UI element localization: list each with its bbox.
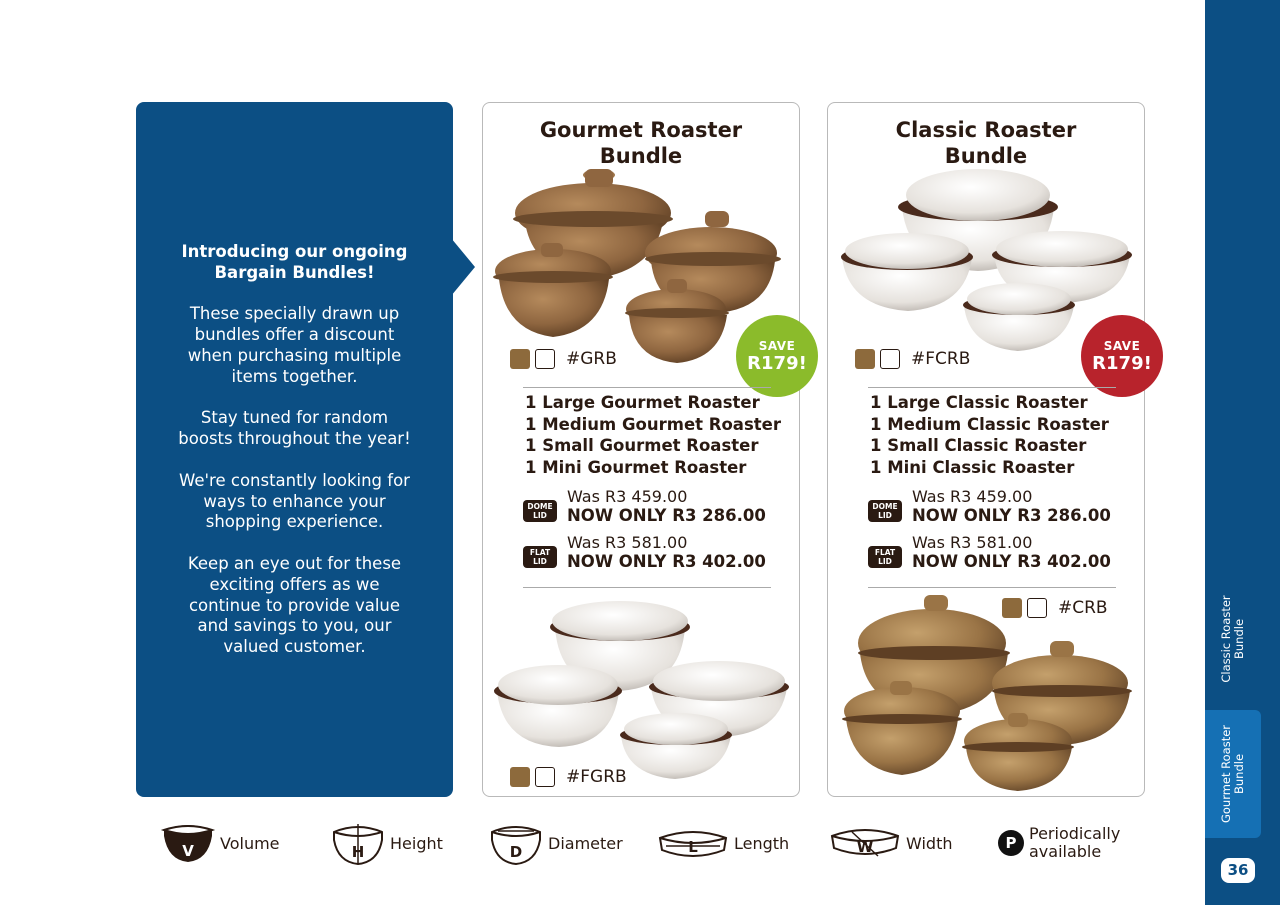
brown-swatch bbox=[510, 349, 530, 369]
intro-line: when purchasing multiple bbox=[187, 345, 402, 365]
brown-classic-roasters-photo bbox=[838, 591, 1138, 791]
lid-badge-text: LID bbox=[533, 557, 547, 566]
legend-label: Length bbox=[734, 833, 790, 853]
lid-badge-text: DOME bbox=[527, 502, 553, 511]
intro-paragraph-3 bbox=[158, 471, 431, 533]
height-letter: H bbox=[351, 843, 365, 861]
width-icon bbox=[828, 820, 902, 866]
sidebar-tab-label-line: Bundle bbox=[1232, 753, 1246, 795]
sidebar-tab-classic-roaster-bundle[interactable] bbox=[1205, 578, 1261, 700]
intro-panel bbox=[136, 102, 453, 797]
divider bbox=[868, 387, 1116, 388]
card-title-line: Bundle bbox=[599, 144, 683, 168]
sidebar-tab-label-line: Bundle bbox=[1232, 618, 1246, 660]
white-swatch bbox=[880, 349, 900, 369]
now-price: NOW ONLY R3 286.00 bbox=[567, 506, 766, 525]
bundle-items-list bbox=[525, 392, 781, 478]
intro-paragraph-1 bbox=[158, 304, 431, 387]
intro-line: Keep an eye out for these bbox=[187, 553, 402, 573]
intro-line: ways to enhance your bbox=[203, 491, 386, 511]
lid-badge-text: LID bbox=[878, 557, 892, 566]
classic-roaster-bundle-card bbox=[827, 102, 1152, 797]
was-price: Was R3 459.00 bbox=[567, 487, 688, 506]
product-code: #FGRB bbox=[566, 767, 627, 787]
gourmet-roaster-bundle-card bbox=[482, 102, 807, 797]
sidebar-tab-label-line: Classic Roaster bbox=[1219, 595, 1233, 683]
intro-line: valued customer. bbox=[223, 637, 366, 657]
legend-label: Height bbox=[390, 833, 443, 853]
intro-pointer-arrow bbox=[451, 238, 475, 296]
legend-length bbox=[656, 818, 789, 868]
dome-lid-badge bbox=[523, 500, 557, 522]
save-label: SAVE bbox=[1103, 339, 1141, 353]
volume-icon bbox=[160, 820, 216, 866]
divider bbox=[523, 587, 771, 588]
width-letter: W bbox=[856, 838, 874, 856]
legend-label-line: available bbox=[1029, 842, 1102, 861]
brown-swatch bbox=[510, 767, 530, 787]
lid-badge-text: LID bbox=[533, 511, 547, 520]
white-swatch bbox=[535, 767, 555, 787]
intro-paragraph-4 bbox=[158, 554, 431, 658]
intro-lead-line: Introducing our ongoing bbox=[181, 242, 408, 261]
legend-periodically-available bbox=[998, 818, 1120, 868]
intro-lead-line: Bargain Bundles! bbox=[214, 262, 375, 282]
list-item: 1 Mini Classic Roaster bbox=[870, 457, 1075, 477]
list-item: 1 Medium Gourmet Roaster bbox=[525, 414, 781, 434]
save-badge bbox=[1081, 315, 1163, 397]
card-title-line: Bundle bbox=[944, 144, 1028, 168]
list-item: 1 Medium Classic Roaster bbox=[870, 414, 1109, 434]
bundle-items-list bbox=[870, 392, 1109, 478]
lid-badge-text: FLAT bbox=[529, 548, 551, 557]
was-price: Was R3 581.00 bbox=[912, 533, 1033, 552]
card-title-line: Classic Roaster bbox=[895, 118, 1077, 142]
list-item: 1 Small Classic Roaster bbox=[870, 436, 1087, 455]
intro-line: Stay tuned for random bbox=[200, 408, 389, 428]
product-code: #GRB bbox=[566, 349, 617, 369]
intro-line: exciting offers as we bbox=[209, 574, 380, 594]
was-price: Was R3 459.00 bbox=[912, 487, 1033, 506]
intro-lead bbox=[158, 242, 431, 284]
intro-paragraph-2 bbox=[158, 408, 431, 450]
intro-text bbox=[136, 242, 453, 679]
save-amount: R179! bbox=[1092, 353, 1152, 374]
now-price: NOW ONLY R3 402.00 bbox=[567, 552, 766, 571]
list-item: 1 Mini Gourmet Roaster bbox=[525, 457, 747, 477]
diameter-icon bbox=[488, 820, 544, 866]
divider bbox=[523, 387, 771, 388]
length-icon bbox=[656, 820, 730, 866]
white-roasters-photo bbox=[491, 595, 793, 783]
page-number: 36 bbox=[1221, 858, 1255, 883]
color-swatches bbox=[510, 767, 627, 787]
legend-label: Width bbox=[906, 833, 953, 853]
intro-line: and savings to you, our bbox=[197, 616, 392, 636]
card-title bbox=[828, 117, 1144, 169]
lid-badge-text: LID bbox=[878, 511, 892, 520]
legend-label-line: Periodically bbox=[1029, 824, 1121, 843]
diameter-letter: D bbox=[509, 843, 523, 861]
save-label: SAVE bbox=[758, 339, 796, 353]
sidebar-tab-gourmet-roaster-bundle[interactable] bbox=[1205, 710, 1261, 838]
white-swatch bbox=[535, 349, 555, 369]
length-letter: L bbox=[688, 838, 698, 856]
intro-line: We're constantly looking for bbox=[179, 470, 410, 490]
height-icon bbox=[330, 820, 386, 866]
now-price: NOW ONLY R3 402.00 bbox=[912, 552, 1111, 571]
periodically-available-icon: P bbox=[998, 830, 1024, 856]
legend-width bbox=[828, 818, 952, 868]
divider bbox=[868, 587, 1116, 588]
legend-label: Volume bbox=[220, 833, 280, 853]
intro-line: shopping experience. bbox=[205, 512, 384, 532]
lid-badge-text: DOME bbox=[872, 502, 898, 511]
sidebar-tab-label-line: Gourmet Roaster bbox=[1219, 724, 1233, 824]
intro-line: bundles offer a discount bbox=[194, 325, 395, 345]
list-item: 1 Large Gourmet Roaster bbox=[525, 393, 760, 412]
product-code: #FCRB bbox=[911, 349, 971, 369]
intro-line: These specially drawn up bbox=[189, 304, 400, 324]
legend-label: Diameter bbox=[548, 833, 623, 853]
dome-lid-badge bbox=[868, 500, 902, 522]
legend-label bbox=[1029, 825, 1120, 861]
flat-lid-badge bbox=[523, 546, 557, 568]
color-swatches bbox=[855, 349, 970, 369]
sidebar-tab-label bbox=[1220, 725, 1246, 823]
now-price: NOW ONLY R3 286.00 bbox=[912, 506, 1111, 525]
volume-letter: V bbox=[182, 842, 194, 860]
legend-volume bbox=[160, 818, 280, 868]
list-item: 1 Small Gourmet Roaster bbox=[525, 436, 759, 455]
product-code: #CRB bbox=[1058, 598, 1108, 618]
lid-badge-text: FLAT bbox=[874, 548, 896, 557]
legend-diameter bbox=[488, 818, 623, 868]
list-item: 1 Large Classic Roaster bbox=[870, 393, 1088, 412]
save-badge bbox=[736, 315, 818, 397]
sidebar-tab-label bbox=[1220, 595, 1246, 682]
legend-height bbox=[330, 818, 443, 868]
color-swatches bbox=[510, 349, 617, 369]
intro-line: items together. bbox=[231, 366, 358, 386]
card-title-line: Gourmet Roaster bbox=[539, 118, 743, 142]
flat-lid-badge bbox=[868, 546, 902, 568]
brown-swatch bbox=[855, 349, 875, 369]
intro-line: continue to provide value bbox=[188, 595, 401, 615]
intro-line: boosts throughout the year! bbox=[178, 429, 411, 449]
was-price: Was R3 581.00 bbox=[567, 533, 688, 552]
save-amount: R179! bbox=[747, 353, 807, 374]
